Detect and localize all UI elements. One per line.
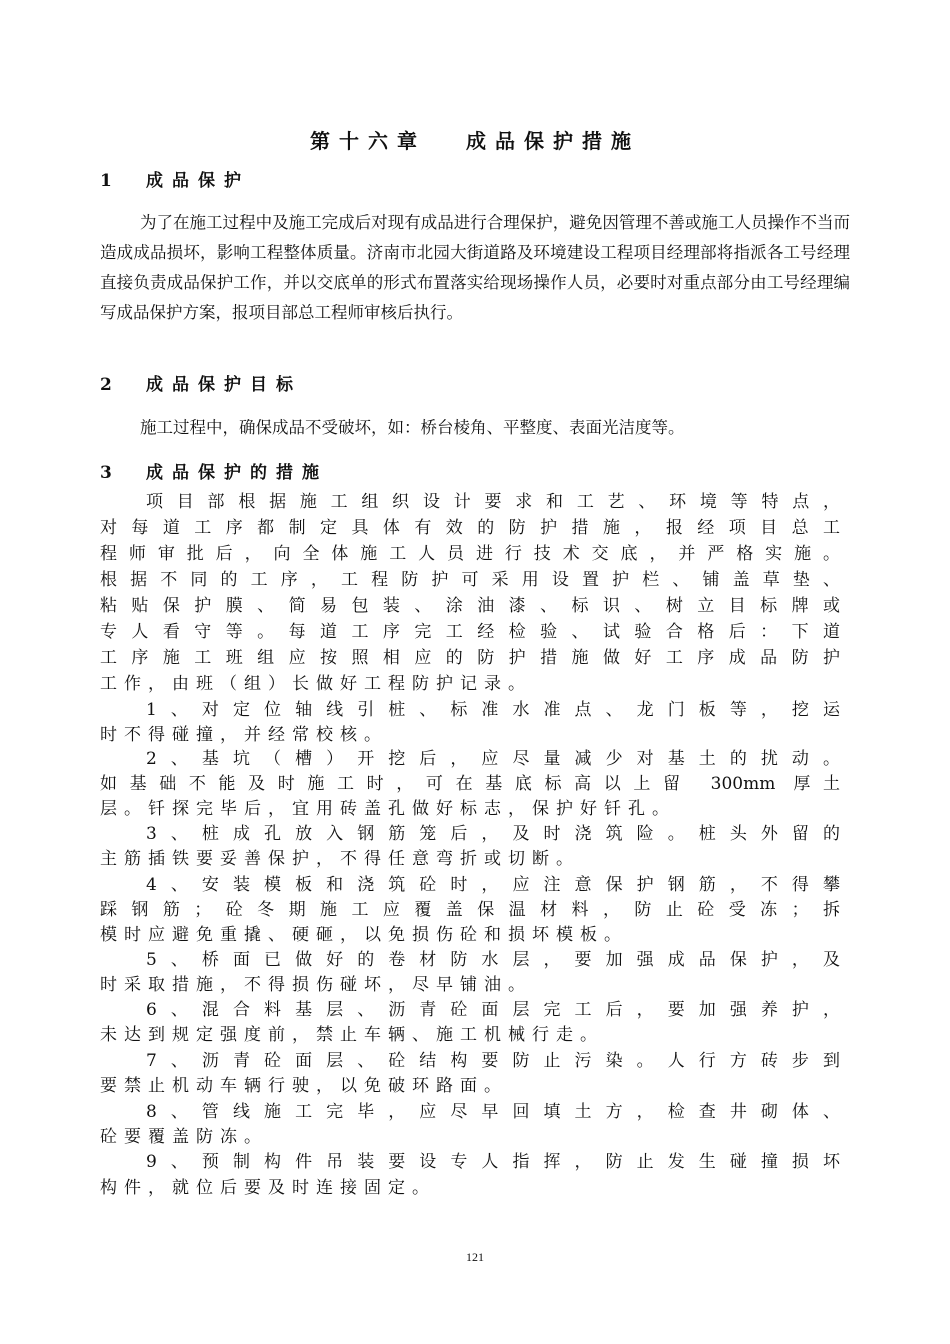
text-line: 8、管线施工完毕，应尽早回填土方，检查井砌体、 <box>146 1102 840 1122</box>
section-heading-3 <box>100 458 328 483</box>
section-title: 成品保护目标 <box>146 375 302 395</box>
text-line: 时采取措施，不得损伤碰坏，尽早铺油。 <box>100 975 532 995</box>
text-line: 层。钎探完毕后，宜用砖盖孔做好标志，保护好钎孔。 <box>100 799 676 819</box>
text-line: 砼要覆盖防冻。 <box>100 1127 268 1147</box>
text-line: 2、基坑（槽）开挖后，应尽量减少对基土的扰动。 <box>146 749 840 769</box>
text-line: 根据不同的工序，工程防护可采用设置护栏、铺盖草垫、 <box>100 570 840 590</box>
section-heading-2 <box>100 370 302 395</box>
text-line: 4、安装模板和浇筑砼时，应注意保护钢筋，不得攀 <box>146 875 840 895</box>
chapter-title <box>0 125 950 154</box>
text-line: 1、对定位轴线引桩、标准水准点、龙门板等，挖运 <box>146 700 840 720</box>
text-line: 程师审批后，向全体施工人员进行技术交底，并严格实施。 <box>100 544 840 564</box>
text-line: 9、预制构件吊装要设专人指挥，防止发生碰撞损坏 <box>146 1152 840 1172</box>
paragraph-intro: 为了在施工过程中及施工完成后对现有成品进行合理保护，避免因管理不善或施工人员操作不当而造成成品损坏，影响工程整体质量。济南市北园大街道路及环境建设工程项目经理部将指派各工号经理直接负责成品保护工作，并以交底单的形式布置落实给现场操作人员，必要时对重点部分由工号经理编写成品保护方案，报项目部总工程师审核后执行。 <box>100 213 850 322</box>
text-line: 对每道工序都制定具体有效的防护措施，报经项目总工 <box>100 518 840 538</box>
text-line: 专人看守等。每道工序完工经检验、试验合格后：下道 <box>100 622 840 642</box>
text-line: 3、桩成孔放入钢筋笼后，及时浇筑险。桩头外留的 <box>146 824 840 844</box>
text-line: 踩钢筋；砼冬期施工应覆盖保温材料，防止砼受冻；拆 <box>100 900 840 920</box>
text-line: 主筋插铁要妥善保护，不得任意弯折或切断。 <box>100 849 580 869</box>
text-line: 构件，就位后要及时连接固定。 <box>100 1178 436 1198</box>
text-line: 粘贴保护膜、简易包装、涂油漆、标识、树立目标牌或 <box>100 596 840 616</box>
page-number: 121 <box>466 1250 484 1264</box>
section-title: 成品保护 <box>146 171 250 191</box>
text-line: 6、混合料基层、沥青砼面层完工后，要加强养护， <box>146 1000 840 1020</box>
text-line: 时不得碰撞，并经常校核。 <box>100 725 388 745</box>
section-number: 2 <box>100 375 112 395</box>
text-line: 5、桥面已做好的卷材防水层，要加强成品保护，及 <box>146 950 840 970</box>
text-line: 工序施工班组应按照相应的防护措施做好工序成品防护 <box>100 648 840 668</box>
text-line: 未达到规定强度前，禁止车辆、施工机械行走。 <box>100 1025 604 1045</box>
section-number: 3 <box>100 463 112 483</box>
chapter-number: 第十六章 <box>310 129 426 153</box>
section-title: 成品保护的措施 <box>146 463 328 483</box>
paragraph-goal: 施工过程中，确保成品不受破坏，如：桥台棱角、平整度、表面光洁度等。 <box>140 418 685 437</box>
text-line: 项目部根据施工组织设计要求和工艺、环境等特点， <box>146 492 840 512</box>
text-line: 模时应避免重撬、硬砸，以免损伤砼和损坏模板。 <box>100 925 628 945</box>
chapter-name: 成品保护措施 <box>466 129 640 153</box>
section-heading-1 <box>100 166 250 191</box>
section-number: 1 <box>100 171 112 191</box>
text-line: 如基础不能及时施工时，可在基底标高以上留 300mm 厚土 <box>100 774 840 794</box>
text-line: 工作，由班（组）长做好工程防护记录。 <box>100 674 532 694</box>
text-line: 要禁止机动车辆行驶，以免破环路面。 <box>100 1076 508 1096</box>
text-line: 7、沥青砼面层、砼结构要防止污染。人行方砖步到 <box>146 1051 840 1071</box>
